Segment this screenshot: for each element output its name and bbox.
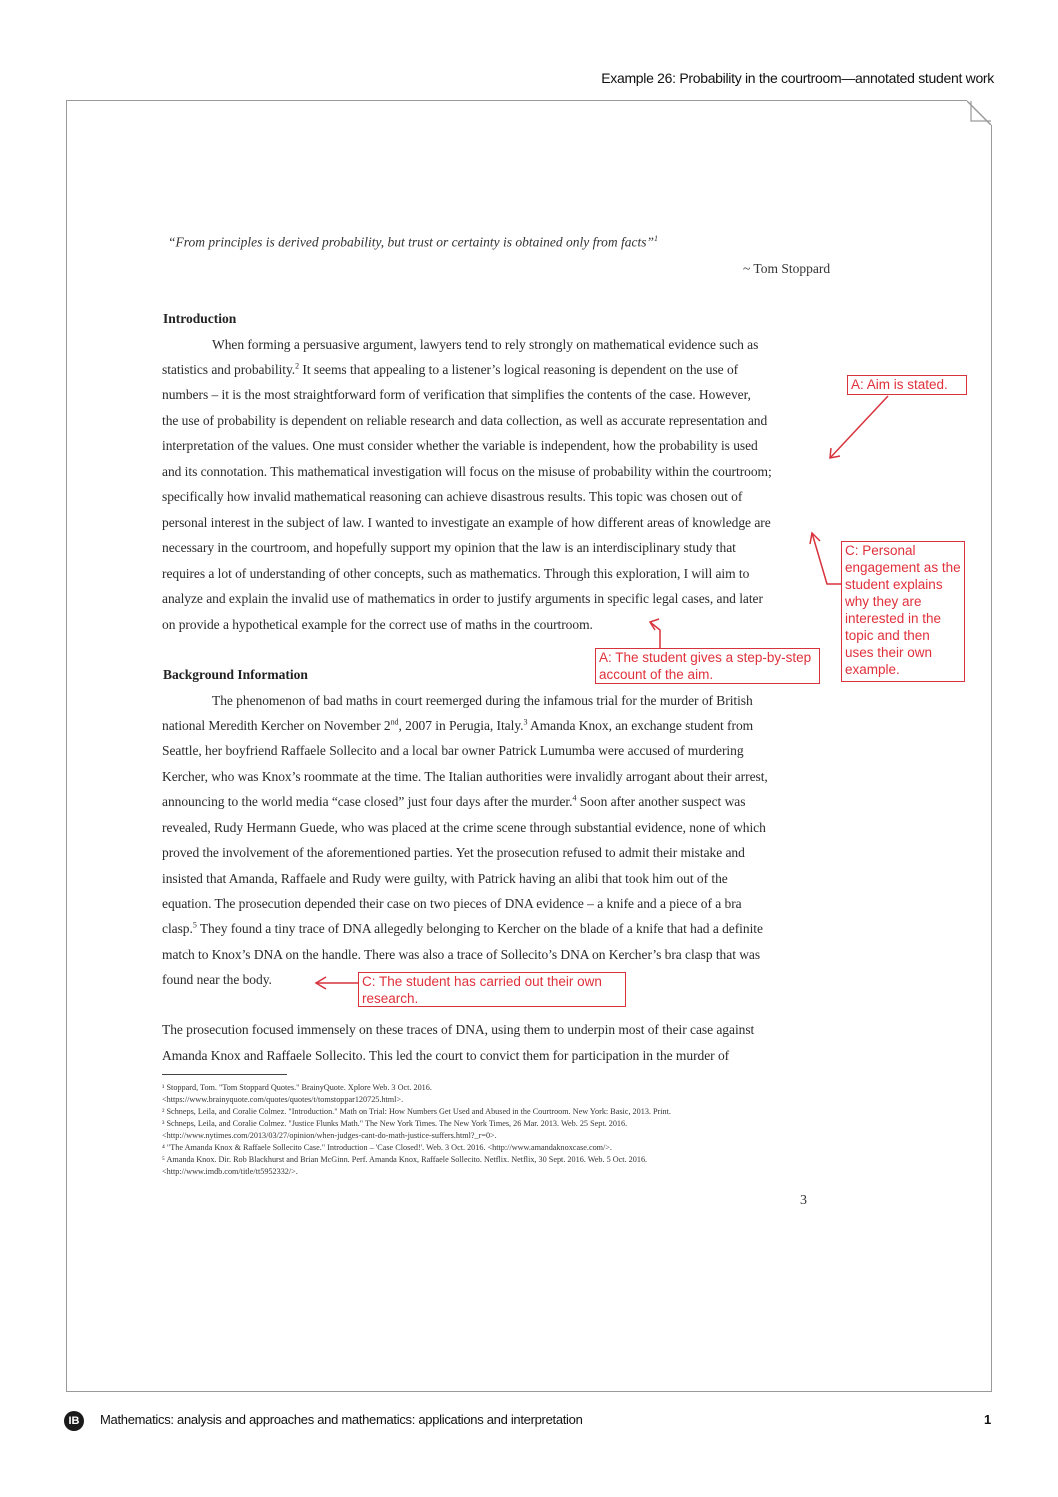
intro-line-1: When forming a persuasive argument, lawyers tend to rely strongly on mathematical evidence such as	[212, 337, 759, 352]
annotation-personal-engagement: C: Personal engagement as the student explains why they are interested in the topic and then uses their own example.	[841, 541, 965, 682]
intro-line-2: statistics and probability.$^2$ It seems that appealing to a listener’s logical reasoning is dependent on the use of	[162, 361, 739, 377]
footer-page-number: 1	[984, 1412, 992, 1427]
intro-line-11: analyze and explain the invalid use of mathematics in order to justify arguments in specific legal cases, and later	[162, 591, 763, 606]
bg-line-8: insisted that Amanda, Raffaele and Rudy were guilty, with Patrick having an alibi that took him out of the	[162, 871, 728, 886]
bg-line-1: The phenomenon of bad maths in court reemerged during the infamous trial for the murder of British	[212, 693, 753, 708]
document-header-title: Example 26: Probability in the courtroom—annotated student work	[601, 70, 994, 86]
footnote-line: <https://www.brainyquote.com/quotes/quotes/t/tomstoppar120725.html>.	[162, 1095, 404, 1104]
annotation-aim-stated: A: Aim is stated.	[847, 375, 967, 395]
footnote-line: <http://www.nytimes.com/2013/03/27/opinion/when-judges-cant-do-math-justice-suffers.html?_r=0>.	[162, 1131, 497, 1140]
intro-line-8: personal interest in the subject of law. I wanted to investigate an example of how different areas of knowledge are	[162, 515, 771, 530]
bg-line-3: Seattle, her boyfriend Raffaele Sollecito and a local bar owner Patrick Lumumba were accused of murdering	[162, 743, 744, 758]
arrow-step-by-step	[650, 622, 660, 648]
epigraph-quote: “From principles is derived probability, but trust or certainty is obtained only from facts”$^1$	[168, 234, 658, 250]
footer-course-title: Mathematics: analysis and approaches and mathematics: applications and interpretation	[100, 1412, 583, 1427]
annotation-step-by-step: A: The student gives a step-by-step account of the aim.	[595, 648, 820, 684]
background-heading: Background Information	[163, 667, 308, 682]
bg-line-10: clasp.$^5$ They found a tiny trace of DNA allegedly belonging to Kercher on the blade of a knife that had a definite	[162, 920, 763, 936]
bg-line-11: match to Knox’s DNA on the handle. There was also a trace of Sollecito’s DNA on Kercher’s bra clasp that was	[162, 947, 761, 962]
intro-line-5: interpretation of the values. One must consider whether the variable is independent, how the probability is used	[162, 438, 758, 453]
bg-line-7: proved the involvement of the aforementioned parties. Yet the prosecution refused to admit their mistake and	[162, 845, 745, 860]
arrow-aim-stated	[830, 396, 888, 458]
footnote-line: ² Schneps, Leila, and Coralie Colmez. "Introduction." Math on Trial: How Numbers Get Used and Abused in the Courtroom. New York: Basic, 2013. Print.	[162, 1107, 671, 1116]
footnote-line: ⁴ "The Amanda Knox & Raffaele Sollecito Case." Introduction – 'Case Closed!'. Web. 3 Oct. 2016. <http://www.amandaknoxcase.com/>.	[162, 1143, 612, 1152]
bg-line-2: national Meredith Kercher on November 2nd, 2007 in Perugia, Italy.$^3$ Amanda Knox, an exchange student from	[162, 717, 754, 733]
bg-line-6: revealed, Rudy Hermann Guede, who was placed at the crime scene through substantial evidence, none of which	[162, 820, 766, 835]
bg-line-13: The prosecution focused immensely on these traces of DNA, using them to underpin most of their case against	[162, 1022, 755, 1037]
student-page-number: 3	[800, 1193, 807, 1208]
introduction-heading: Introduction	[163, 311, 237, 326]
footnote-line: ³ Schneps, Leila, and Coralie Colmez. "Justice Flunks Math." The New York Times. The New York Times, 26 Mar. 2013. Web. 25 Sept. 2016.	[162, 1119, 628, 1128]
footnote-line: ¹ Stoppard, Tom. "Tom Stoppard Quotes." BrainyQuote. Xplore Web. 3 Oct. 2016.	[162, 1083, 432, 1092]
intro-line-3: numbers – it is the most straightforward form of verification that simplifies the contents of the case. However,	[162, 387, 751, 402]
intro-line-6: and its connotation. This mathematical investigation will focus on the misuse of probability within the courtroom;	[162, 464, 772, 479]
bg-line-12: found near the body.	[162, 972, 272, 987]
footnote-ref-1: 1	[653, 234, 658, 243]
epigraph-author: ~ Tom Stoppard	[743, 261, 831, 276]
annotation-own-research: C: The student has carried out their own research.	[358, 972, 626, 1007]
arrow-personal-engagement	[812, 533, 841, 584]
footnote-line: <http://www.imdb.com/title/tt5952332/>.	[162, 1167, 298, 1176]
bg-line-5: announcing to the world media “case closed” just four days after the murder.$^4$ Soon after another suspect was	[162, 793, 746, 809]
intro-line-7: specifically how invalid mathematical reasoning can achieve disastrous results. This topic was chosen out of	[162, 489, 743, 504]
bg-line-4: Kercher, who was Knox’s roommate at the time. The Italian authorities were invalidly arrogant about their arrest,	[162, 769, 768, 784]
bg-line-9: equation. The prosecution depended their case on two pieces of DNA evidence – a knife and a piece of a bra	[162, 896, 742, 911]
intro-line-12: on provide a hypothetical example for the correct use of maths in the courtroom.	[162, 617, 593, 632]
intro-line-9: necessary in the courtroom, and hopefully support my opinion that the law is an interdisciplinary study that	[162, 540, 736, 555]
intro-line-10: requires a lot of understanding of other concepts, such as mathematics. Through this exploration, I will aim to	[162, 566, 750, 581]
footnote-line: ⁵ Amanda Knox. Dir. Rob Blackhurst and Brian McGinn. Perf. Amanda Knox, Raffaele Sollecito. Netflix. Netflix, 30 Sept. 2016. Web. 5 Oct. 2016.	[162, 1155, 648, 1164]
bg-line-14: Amanda Knox and Raffaele Sollecito. This led the court to convict them for participation in the murder of	[162, 1048, 730, 1063]
intro-line-4: the use of probability is dependent on reliable research and data collection, as well as accurate representation and	[162, 413, 768, 428]
ib-logo: IB	[64, 1411, 84, 1431]
